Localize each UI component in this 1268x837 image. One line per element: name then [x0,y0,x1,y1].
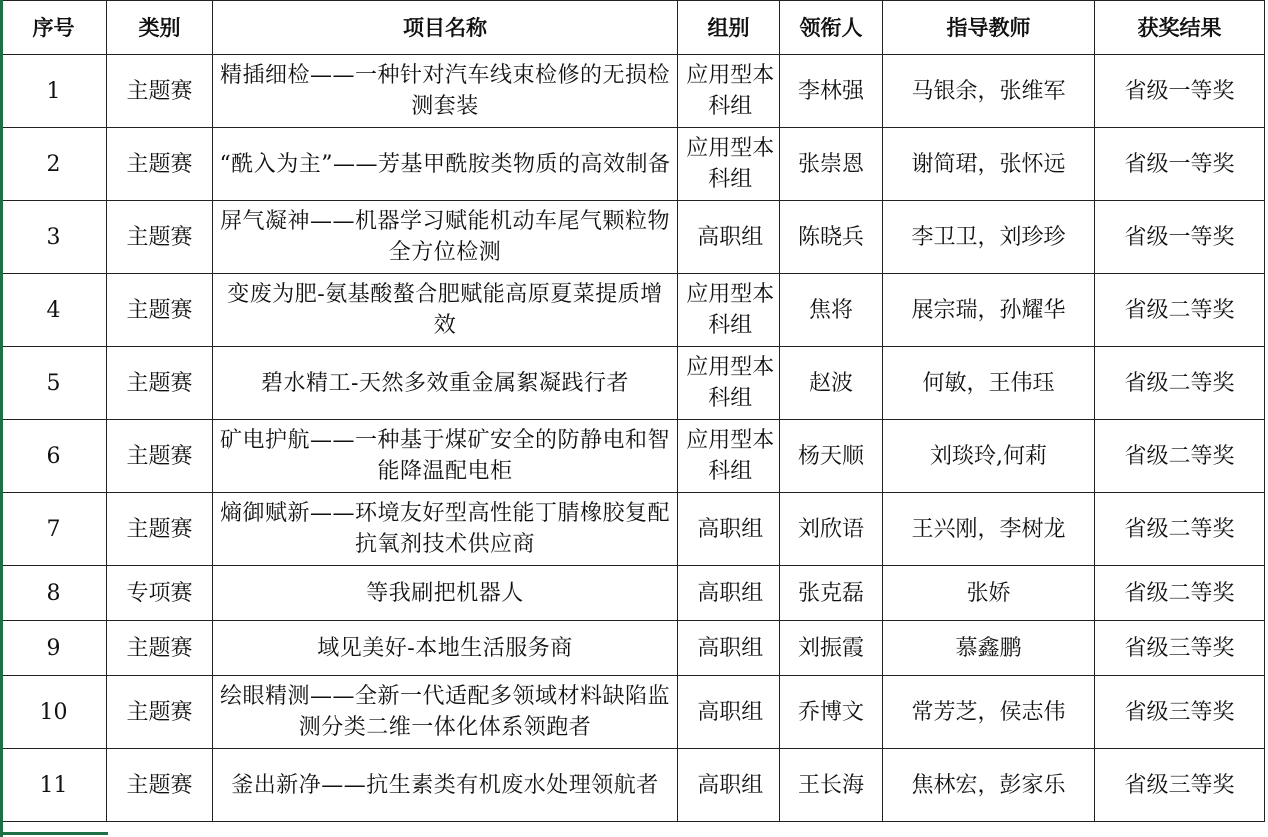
cell-project-name[interactable]: 绘眼精测——全新一代适配多领域材料缺陷监测分类二维一体化体系领跑者 [213,676,678,749]
cell-advisors[interactable]: 焦林宏，彭家乐 [883,749,1095,822]
cell-group-text: 高职组 [697,635,764,661]
cell-advisors[interactable]: 刘琰玲,何莉 [883,420,1095,493]
cell-project-name[interactable]: 釜出新净——抗生素类有机废水处理领航者 [213,749,678,822]
cell-result[interactable]: 省级三等奖 [1095,676,1265,749]
cell-category[interactable]: 主题赛 [107,676,213,749]
cell-group-text: 高职组 [697,772,764,798]
cell-leader[interactable]: 刘欣语 [780,493,883,566]
cell-result[interactable]: 省级一等奖 [1095,201,1265,274]
cell-leader[interactable]: 张崇恩 [780,128,883,201]
cell-advisors[interactable]: 马银余，张维军 [883,55,1095,128]
header-leader[interactable]: 领衔人 [780,1,883,55]
cell-result[interactable]: 省级二等奖 [1095,274,1265,347]
cell-project-name[interactable]: 等我刷把机器人 [213,566,678,621]
cell-index[interactable]: 3 [1,201,107,274]
cell-project-name[interactable]: “酰入为主”——芳基甲酰胺类物质的高效制备 [213,128,678,201]
cell-advisors[interactable]: 展宗瑞，孙耀华 [883,274,1095,347]
cell-index[interactable]: 7 [1,493,107,566]
cell-group-text: 应用型本科组 [686,282,775,338]
table-row [1,274,1265,347]
cell-index[interactable]: 5 [1,347,107,420]
cell-index[interactable]: 6 [1,420,107,493]
cell-result[interactable]: 省级二等奖 [1095,566,1265,621]
cell-project-name[interactable]: 变废为肥-氨基酸螯合肥赋能高原夏菜提质增效 [213,274,678,347]
cell-advisors[interactable]: 慕鑫鹏 [883,621,1095,676]
cell-index[interactable]: 10 [1,676,107,749]
cell-selection-bottom [0,832,108,835]
table-row [1,420,1265,493]
cell-project-name[interactable]: 矿电护航——一种基于煤矿安全的防静电和智能降温配电柜 [213,420,678,493]
table-row [1,749,1265,822]
cell-leader[interactable]: 王长海 [780,749,883,822]
table-row [1,621,1265,676]
cell-group-text: 高职组 [697,516,764,542]
cell-group[interactable] [678,347,780,420]
cell-category[interactable]: 主题赛 [107,493,213,566]
cell-leader[interactable]: 陈晓兵 [780,201,883,274]
cell-index[interactable]: 9 [1,621,107,676]
cell-leader[interactable]: 焦将 [780,274,883,347]
cell-result[interactable]: 省级二等奖 [1095,493,1265,566]
table-row [1,55,1265,128]
cell-group-text: 应用型本科组 [686,428,775,484]
header-row [1,1,1265,55]
header-advisors[interactable]: 指导教师 [883,1,1095,55]
cell-result[interactable]: 省级三等奖 [1095,749,1265,822]
header-group[interactable]: 组别 [678,1,780,55]
cell-result[interactable]: 省级一等奖 [1095,55,1265,128]
cell-group[interactable] [678,621,780,676]
cell-group-text: 高职组 [697,699,764,725]
cell-group[interactable] [678,128,780,201]
cell-result[interactable]: 省级一等奖 [1095,128,1265,201]
cell-advisors[interactable]: 李卫卫，刘珍珍 [883,201,1095,274]
cell-category[interactable]: 主题赛 [107,201,213,274]
cell-leader[interactable]: 李林强 [780,55,883,128]
cell-advisors[interactable]: 张娇 [883,566,1095,621]
table-row [1,676,1265,749]
cell-category[interactable]: 主题赛 [107,420,213,493]
cell-index[interactable]: 11 [1,749,107,822]
cell-group[interactable] [678,749,780,822]
cell-advisors[interactable]: 王兴刚，李树龙 [883,493,1095,566]
cell-index[interactable]: 8 [1,566,107,621]
header-category[interactable]: 类别 [107,1,213,55]
cell-group[interactable] [678,274,780,347]
cell-result[interactable]: 省级二等奖 [1095,347,1265,420]
cell-group-text: 应用型本科组 [686,355,775,411]
cell-result[interactable]: 省级二等奖 [1095,420,1265,493]
cell-selection-edge [0,0,3,837]
cell-group[interactable] [678,566,780,621]
cell-group[interactable] [678,55,780,128]
cell-category[interactable]: 主题赛 [107,55,213,128]
header-index[interactable]: 序号 [1,1,107,55]
cell-leader[interactable]: 杨天顺 [780,420,883,493]
cell-index[interactable]: 1 [1,55,107,128]
header-result[interactable]: 获奖结果 [1095,1,1265,55]
cell-category[interactable]: 主题赛 [107,621,213,676]
cell-category[interactable]: 专项赛 [107,566,213,621]
cell-leader[interactable]: 乔博文 [780,676,883,749]
cell-index[interactable]: 4 [1,274,107,347]
cell-leader[interactable]: 赵波 [780,347,883,420]
table-row [1,128,1265,201]
cell-project-name[interactable]: 屏气凝神——机器学习赋能机动车尾气颗粒物全方位检测 [213,201,678,274]
cell-index[interactable]: 2 [1,128,107,201]
cell-project-name[interactable]: 精插细检——一种针对汽车线束检修的无损检测套装 [213,55,678,128]
table-row [1,493,1265,566]
cell-advisors[interactable]: 何敏，王伟珏 [883,347,1095,420]
cell-group-text: 高职组 [697,224,764,250]
cell-advisors[interactable]: 谢简珺，张怀远 [883,128,1095,201]
cell-group[interactable] [678,493,780,566]
cell-group[interactable] [678,676,780,749]
cell-category[interactable]: 主题赛 [107,128,213,201]
cell-advisors[interactable]: 常芳芝，侯志伟 [883,676,1095,749]
cell-result[interactable]: 省级三等奖 [1095,621,1265,676]
table-row [1,201,1265,274]
cell-category[interactable]: 主题赛 [107,347,213,420]
table-row [1,347,1265,420]
table-row [1,566,1265,621]
cell-category[interactable]: 主题赛 [107,749,213,822]
cell-group-text: 应用型本科组 [686,63,775,119]
cell-leader[interactable]: 张克磊 [780,566,883,621]
header-project-name[interactable]: 项目名称 [213,1,678,55]
cell-group-text: 高职组 [697,580,764,606]
cell-group[interactable] [678,201,780,274]
cell-project-name[interactable]: 熵御赋新——环境友好型高性能丁腈橡胶复配抗氧剂技术供应商 [213,493,678,566]
cell-project-name[interactable]: 碧水精工-天然多效重金属絮凝践行者 [213,347,678,420]
cell-group-text: 应用型本科组 [686,136,775,192]
cell-group[interactable] [678,420,780,493]
cell-leader[interactable]: 刘振霞 [780,621,883,676]
cell-project-name[interactable]: 域见美好-本地生活服务商 [213,621,678,676]
cell-category[interactable]: 主题赛 [107,274,213,347]
